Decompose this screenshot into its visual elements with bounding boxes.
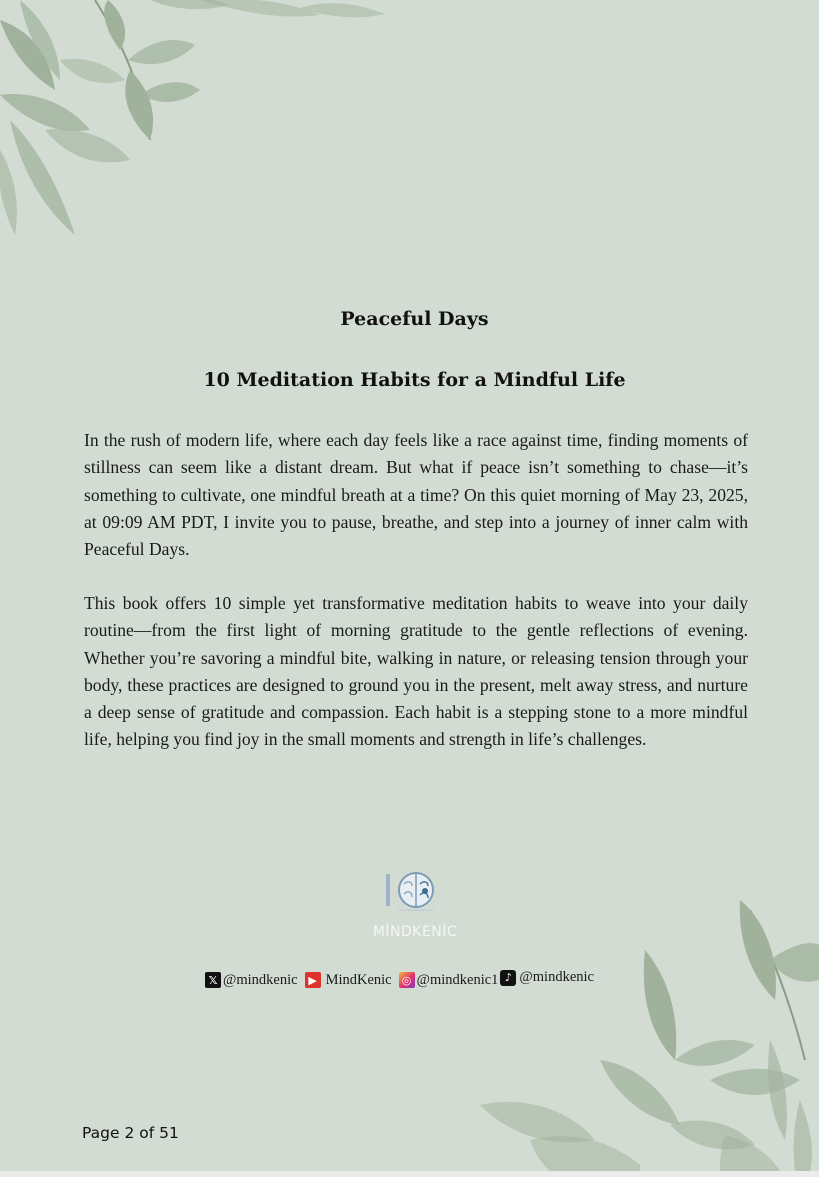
tiktok-icon: ♪ (500, 970, 516, 986)
leaves-decoration-bottom (470, 890, 819, 1171)
social-youtube[interactable] (305, 972, 392, 989)
social-x[interactable] (205, 972, 298, 989)
intro-paragraph-1: In the rush of modern life, where each day feels like a race against time, finding moments of stillness can seem like a distant dream. But what if peace isn’t something to chase—it’s something to cultivate, one mindful breath at a time? On this quiet morning of May 23, 2025, at 09:09 AM PDT, I invite you to pause, breathe, and step into a journey of inner calm with Peaceful Days. (84, 430, 748, 560)
leaves-decoration-top (0, 0, 400, 240)
brand-name: MİNDKENİC (372, 924, 458, 940)
social-instagram[interactable] (399, 972, 499, 989)
social-links (205, 969, 594, 991)
social-youtube-handle: MindKenic (325, 971, 392, 988)
book-subtitle: 10 Meditation Habits for a Mindful Life (203, 369, 626, 391)
x-icon: 𝕏 (205, 972, 221, 988)
page-number: Page 2 of 51 (82, 1124, 179, 1142)
social-tiktok-handle: @mindkenic (519, 969, 594, 985)
social-x-handle: @mindkenic (223, 971, 298, 988)
social-instagram-handle: @mindkenic1 (416, 971, 499, 988)
book-title: Peaceful Days (340, 308, 489, 330)
page-bottom-edge (0, 1171, 819, 1177)
youtube-icon: ▶ (305, 972, 321, 988)
social-tiktok[interactable] (500, 969, 594, 986)
intro-paragraph-2: This book offers 10 simple yet transformative meditation habits to weave into your daily routine—from the first light of morning gratitude to the gentle reflections of evening. Whether you’re savoring a mindful bite, walking in nature, or releasing tension through your body, these practices are designed to ground you in the present, melt away stress, and nurture a deep sense of gratitude and compassion. Each habit is a stepping stone to a more mindful life, helping you find joy in the small moments and strength in life’s challenges. (84, 593, 748, 750)
instagram-icon: ◎ (399, 972, 415, 988)
